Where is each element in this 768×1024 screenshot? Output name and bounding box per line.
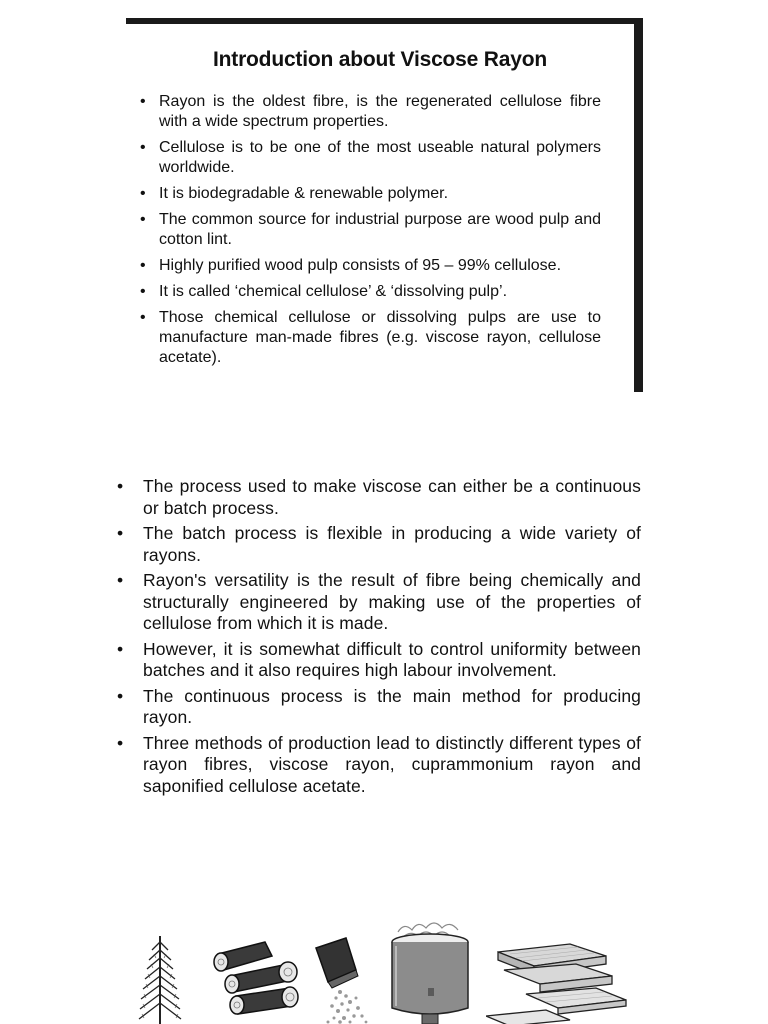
list-item: • However, it is somewhat difficult to control uniformity between batches and it also requires high labour involvement. (117, 638, 641, 680)
list-item: • The continuous process is the main method for producing rayon. (117, 685, 641, 727)
list-item: • The common source for industrial purpose are wood pulp and cotton lint. (140, 211, 601, 248)
bullet-icon: • (140, 93, 146, 110)
bullet-icon: • (117, 685, 124, 706)
bullet-icon: • (140, 309, 146, 326)
slide-process (113, 476, 641, 801)
intro-bullet-list (140, 92, 601, 374)
bullet-icon: • (140, 283, 146, 300)
slide-intro (126, 18, 643, 392)
list-item: • It is biodegradable & renewable polymer. (140, 185, 449, 202)
pulp-sheets-icon (486, 936, 636, 1024)
list-item: • Cellulose is to be one of the most useable natural polymers worldwide. (140, 139, 601, 176)
list-item: • The batch process is flexible in producing a wide variety of rayons. (117, 523, 641, 565)
bullet-icon: • (117, 476, 124, 496)
list-item: • Highly purified wood pulp consists of 95 – 99% cellulose. (140, 257, 562, 274)
tree-icon (135, 934, 185, 1024)
wood-chips-icon (310, 936, 380, 1024)
digester-tank-icon (388, 918, 472, 1024)
bullet-icon: • (140, 139, 146, 156)
slide-right-border (634, 18, 643, 392)
bullet-icon: • (140, 211, 146, 228)
bullet-icon: • (117, 570, 124, 590)
list-item: • Three methods of production lead to distinctly different types of rayon fibres, viscose rayon, cuprammonium rayon and saponified cellulose acetate. (117, 732, 641, 796)
list-item: • Those chemical cellulose or dissolving pulps are use to manufacture man-made fibres (e.g. viscose rayon, cellulose acetate). (140, 309, 601, 366)
list-item: • Rayon's versatility is the result of fibre being chemically and structurally engineered by making use of the properties of cellulose from which it is made. (117, 570, 641, 633)
list-item: • Rayon is the oldest fibre, is the regenerated cellulose fibre with a wide spectrum properties. (140, 93, 601, 130)
bullet-icon: • (117, 732, 124, 753)
logs-icon (210, 936, 300, 1024)
bullet-icon: • (140, 257, 146, 274)
list-item: • The process used to make viscose can either be a continuous or batch process. (117, 476, 641, 518)
slide-title: Introduction about Viscose Rayon (213, 48, 547, 71)
bullet-icon: • (117, 638, 124, 659)
list-item: • It is called ‘chemical cellulose’ & ‘dissolving pulp’. (140, 283, 508, 300)
bullet-icon: • (140, 185, 146, 202)
bullet-icon: • (117, 523, 124, 543)
process-bullet-list (113, 476, 641, 797)
slide-top-border (126, 18, 643, 24)
process-illustrations (0, 900, 768, 1024)
